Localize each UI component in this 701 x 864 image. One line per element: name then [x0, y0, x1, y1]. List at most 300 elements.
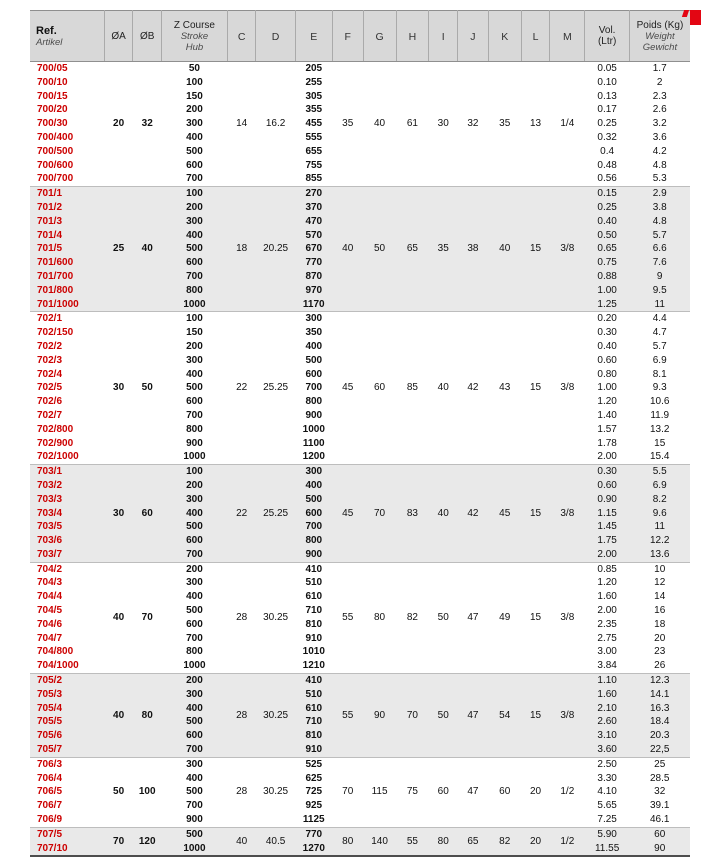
- g-cell: 50: [363, 187, 396, 312]
- g-cell: 40: [373, 118, 386, 130]
- stroke-cell: 300: [162, 688, 228, 702]
- stroke-cell: 150: [186, 90, 203, 102]
- h-cell: 83: [396, 465, 429, 563]
- oa-cell: 25: [104, 187, 133, 312]
- e-cell: 710: [305, 605, 323, 617]
- j-cell: 38: [458, 187, 489, 312]
- vol-cell: 1.10: [585, 674, 630, 688]
- ref-cell: 703/2: [30, 479, 104, 493]
- e-cell: 350: [305, 327, 323, 339]
- ob-cell: 32: [141, 118, 153, 130]
- vol-cell: 0.13: [597, 90, 617, 102]
- ref-cell: 702/5: [37, 382, 63, 394]
- weight-cell: 16: [654, 605, 666, 617]
- stroke-cell: 500: [186, 786, 203, 798]
- ref-cell: 705/3: [30, 688, 104, 702]
- vol-cell: 0.25: [585, 201, 630, 215]
- m-cell: 3/8: [550, 312, 585, 465]
- ref-cell: 701/4: [30, 229, 104, 243]
- e-cell: 255: [305, 76, 323, 88]
- col-header-vol: [585, 11, 630, 62]
- header-stroke-label: Z Course: [173, 19, 215, 31]
- header-vol-unit: (Ltr): [597, 36, 617, 47]
- weight-cell: 20: [654, 632, 666, 644]
- ref-cell: 700/15: [37, 90, 68, 102]
- vol-cell: 2.75: [597, 632, 617, 644]
- vol-cell: 1.75: [585, 534, 630, 548]
- stroke-cell: 700: [186, 173, 203, 185]
- weight-cell: 8.2: [629, 493, 690, 507]
- vol-cell: 1.20: [597, 396, 617, 408]
- e-cell: 510: [305, 577, 323, 589]
- stroke-cell: 500: [162, 242, 228, 256]
- ref-cell: 707/5: [30, 827, 104, 841]
- k-cell: 54: [488, 674, 521, 758]
- col-header-e: [295, 11, 332, 62]
- stroke-cell: 1000: [183, 451, 206, 463]
- stroke-cell: 100: [186, 76, 203, 88]
- j-cell: 47: [458, 562, 489, 673]
- header-row: [30, 11, 690, 62]
- table-row: [30, 674, 690, 688]
- ob-cell: 120: [133, 827, 162, 856]
- ref-cell: 701/1: [30, 187, 104, 201]
- k-cell: 49: [488, 562, 521, 673]
- header-vol-label: Vol.: [598, 25, 616, 36]
- header-j-label: J: [470, 31, 476, 43]
- weight-cell: 46.1: [649, 814, 670, 826]
- stroke-cell: 700: [186, 632, 203, 644]
- vol-cell: 1.00: [597, 382, 617, 394]
- header-g-label: G: [375, 31, 384, 43]
- vol-cell: 0.05: [597, 63, 617, 74]
- stroke-cell: 300: [186, 118, 203, 130]
- header-ref-sublabel: Artikel: [36, 36, 63, 48]
- e-cell: 510: [295, 688, 332, 702]
- weight-cell: 25: [629, 757, 690, 771]
- e-cell: 525: [295, 757, 332, 771]
- vol-cell: 0.30: [585, 465, 630, 479]
- l-cell: 15: [521, 465, 550, 563]
- ref-cell: 701/5: [30, 242, 104, 256]
- c-cell: 28: [227, 674, 256, 758]
- header-ob-label: ØB: [140, 30, 155, 42]
- m-cell: 1/4: [560, 118, 575, 130]
- h-cell: 55: [396, 827, 429, 856]
- f-cell: 70: [332, 757, 363, 827]
- weight-cell: 26: [654, 660, 666, 672]
- f-cell: 55: [332, 674, 363, 758]
- d-cell: 30.25: [256, 562, 295, 673]
- vol-cell: 0.20: [585, 312, 630, 326]
- e-cell: 455: [305, 118, 323, 130]
- stroke-cell: 800: [162, 284, 228, 298]
- ref-cell: 704/3: [37, 577, 63, 589]
- ref-cell: 700/10: [37, 76, 68, 88]
- ref-cell: 701/600: [30, 256, 104, 270]
- vol-cell: 1.78: [597, 437, 617, 449]
- e-cell: 610: [305, 591, 323, 603]
- weight-cell: 18: [654, 618, 666, 630]
- stroke-cell: 600: [186, 396, 203, 408]
- weight-cell: 9.5: [629, 284, 690, 298]
- col-header-k: [488, 11, 521, 62]
- c-cell: 40: [227, 827, 256, 856]
- e-cell: 1125: [302, 814, 325, 826]
- stroke-cell: 600: [186, 618, 203, 630]
- vol-cell: 0.30: [597, 327, 617, 339]
- l-cell: 15: [521, 562, 550, 673]
- col-header-g: [363, 11, 396, 62]
- table-row: [30, 312, 690, 326]
- col-header-stroke: [162, 11, 228, 62]
- weight-cell: 2.9: [629, 187, 690, 201]
- c-cell: 14: [236, 118, 248, 130]
- ref-cell: 701/1000: [30, 298, 104, 312]
- header-weight-sublabel-de: Gewicht: [642, 41, 678, 53]
- vol-cell: 5.65: [597, 800, 617, 812]
- header-d-label: D: [271, 31, 280, 43]
- e-cell: 870: [295, 270, 332, 284]
- vol-cell: 0.85: [585, 562, 630, 576]
- weight-cell: 13.2: [649, 423, 670, 435]
- oa-cell: 20: [113, 118, 125, 130]
- f-cell: 45: [332, 312, 363, 465]
- oa-cell: 30: [104, 465, 133, 563]
- ref-cell: 702/900: [37, 437, 74, 449]
- header-c-label: C: [237, 31, 246, 43]
- e-cell: 655: [305, 145, 323, 157]
- weight-cell: 20.3: [629, 729, 690, 743]
- weight-cell: 9: [629, 270, 690, 284]
- ref-cell: 701/800: [30, 284, 104, 298]
- weight-cell: 12.2: [629, 534, 690, 548]
- ref-cell: 704/2: [30, 562, 104, 576]
- e-cell: 710: [295, 715, 332, 729]
- d-cell: 30.25: [256, 757, 295, 827]
- m-cell: 3/8: [550, 562, 585, 673]
- stroke-cell: 300: [186, 354, 203, 366]
- red-corner-mark: [690, 10, 701, 25]
- header-weight-label: Poids (Kg): [636, 19, 684, 31]
- ref-cell: 702/7: [37, 409, 63, 421]
- vol-cell: 0.88: [585, 270, 630, 284]
- vol-cell: 7.25: [597, 814, 617, 826]
- e-cell: 400: [305, 340, 323, 352]
- col-header-l: [521, 11, 550, 62]
- weight-cell: 1.7: [652, 63, 667, 74]
- e-cell: 410: [295, 674, 332, 688]
- f-cell: 80: [332, 827, 363, 856]
- h-cell: 75: [396, 757, 429, 827]
- stroke-cell: 800: [186, 423, 203, 435]
- vol-cell: 0.48: [597, 159, 617, 171]
- header-i-label: I: [441, 31, 445, 43]
- col-header-c: [227, 11, 256, 62]
- ref-cell: 704/6: [37, 618, 63, 630]
- e-cell: 925: [305, 800, 323, 812]
- stroke-cell: 400: [186, 368, 203, 380]
- ref-cell: 700/05: [37, 63, 68, 74]
- ref-cell: 701/700: [30, 270, 104, 284]
- header-h-label: H: [408, 31, 417, 43]
- e-cell: 555: [305, 131, 323, 143]
- e-cell: 500: [305, 354, 323, 366]
- stroke-cell: 500: [186, 145, 203, 157]
- k-cell: 43: [488, 312, 521, 465]
- ref-cell: 701/3: [30, 215, 104, 229]
- h-cell: 82: [396, 562, 429, 673]
- i-cell: 40: [429, 312, 458, 465]
- vol-cell: 3.10: [585, 729, 630, 743]
- e-cell: 910: [295, 743, 332, 757]
- ob-cell: 60: [133, 465, 162, 563]
- oa-cell: 70: [104, 827, 133, 856]
- header-e-label: E: [310, 31, 318, 43]
- ref-cell: 704/800: [37, 646, 74, 658]
- k-cell: 35: [499, 118, 511, 130]
- vol-cell: 2.00: [597, 451, 617, 463]
- ref-cell: 700/600: [37, 159, 74, 171]
- stroke-cell: 100: [162, 465, 228, 479]
- table-row: [30, 562, 690, 576]
- l-cell: 15: [521, 187, 550, 312]
- vol-cell: 0.80: [597, 368, 617, 380]
- weight-cell: 12.3: [629, 674, 690, 688]
- stroke-cell: 500: [162, 715, 228, 729]
- f-cell: 45: [332, 465, 363, 563]
- h-cell: 65: [396, 187, 429, 312]
- stroke-cell: 400: [186, 131, 203, 143]
- stroke-cell: 700: [186, 800, 203, 812]
- ref-cell: 702/150: [37, 327, 74, 339]
- ob-cell: 50: [133, 312, 162, 465]
- weight-cell: 18.4: [629, 715, 690, 729]
- vol-cell: 0.50: [585, 229, 630, 243]
- vol-cell: 0.25: [597, 118, 617, 130]
- vol-cell: 3.84: [597, 660, 617, 672]
- weight-cell: 11.9: [650, 409, 670, 421]
- weight-cell: 3.2: [652, 118, 667, 130]
- vol-cell: 11.55: [585, 842, 630, 857]
- i-cell: 35: [429, 187, 458, 312]
- weight-cell: 9.3: [652, 382, 667, 394]
- d-cell: 40.5: [256, 827, 295, 856]
- weight-cell: 90: [629, 842, 690, 857]
- e-cell: 1010: [302, 646, 325, 658]
- d-cell: 16.2: [265, 118, 286, 130]
- weight-cell: 13.6: [629, 548, 690, 562]
- weight-cell: 4.8: [629, 215, 690, 229]
- k-cell: 45: [488, 465, 521, 563]
- i-cell: 60: [429, 757, 458, 827]
- weight-cell: 2: [656, 76, 663, 88]
- table-row: [30, 465, 690, 479]
- e-cell: 1170: [295, 298, 332, 312]
- header-f-label: F: [344, 31, 351, 43]
- vol-cell: 0.40: [585, 215, 630, 229]
- vol-cell: 0.90: [585, 493, 630, 507]
- m-cell: 3/8: [550, 674, 585, 758]
- g-cell: 80: [363, 562, 396, 673]
- ref-cell: 703/3: [30, 493, 104, 507]
- l-cell: 13: [529, 118, 542, 130]
- g-cell: 60: [363, 312, 396, 465]
- vol-cell: 0.32: [597, 131, 617, 143]
- stroke-cell: 300: [186, 577, 203, 589]
- e-cell: 500: [295, 493, 332, 507]
- stroke-cell: 300: [162, 215, 228, 229]
- stroke-cell: 400: [162, 229, 228, 243]
- weight-cell: 11: [629, 298, 690, 312]
- col-header-weight: [629, 11, 690, 62]
- c-cell: 28: [227, 757, 256, 827]
- weight-cell: 4.7: [652, 327, 667, 339]
- ref-cell: 703/1: [30, 465, 104, 479]
- f-cell: 55: [332, 562, 363, 673]
- ref-cell: 703/5: [30, 520, 104, 534]
- stroke-cell: 600: [162, 534, 228, 548]
- weight-cell: 8.1: [652, 368, 667, 380]
- col-header-oa: [104, 11, 133, 62]
- stroke-cell: 300: [162, 493, 228, 507]
- d-cell: 25.25: [256, 465, 295, 563]
- weight-cell: 3.6: [652, 131, 667, 143]
- f-cell: 40: [332, 187, 363, 312]
- stroke-cell: 100: [162, 312, 228, 326]
- g-cell: 115: [363, 757, 396, 827]
- vol-cell: 3.30: [597, 772, 617, 784]
- ref-cell: 703/6: [30, 534, 104, 548]
- stroke-cell: 600: [162, 729, 228, 743]
- weight-cell: 4.2: [652, 145, 667, 157]
- e-cell: 800: [295, 534, 332, 548]
- stroke-cell: 200: [186, 340, 203, 352]
- vol-cell: 1.60: [585, 688, 630, 702]
- ref-cell: 704/7: [37, 632, 63, 644]
- m-cell: 3/8: [550, 187, 585, 312]
- col-header-i: [429, 11, 458, 62]
- vol-cell: 1.00: [585, 284, 630, 298]
- stroke-cell: 700: [162, 270, 228, 284]
- ref-cell: 707/10: [30, 842, 104, 857]
- header-stroke-sublabel-en: Stroke: [180, 30, 209, 42]
- e-cell: 900: [295, 548, 332, 562]
- e-cell: 700: [295, 520, 332, 534]
- ref-cell: 702/3: [37, 354, 63, 366]
- stroke-cell: 200: [162, 562, 228, 576]
- e-cell: 400: [295, 479, 332, 493]
- ref-cell: 706/5: [37, 786, 63, 798]
- stroke-cell: 1000: [162, 842, 228, 857]
- e-cell: 725: [305, 786, 323, 798]
- e-cell: 600: [295, 507, 332, 521]
- e-cell: 1100: [302, 437, 325, 449]
- weight-cell: 2.3: [652, 90, 667, 102]
- stroke-cell: 800: [186, 646, 203, 658]
- stroke-cell: 300: [162, 757, 228, 771]
- l-cell: 15: [521, 674, 550, 758]
- weight-cell: 16.3: [629, 702, 690, 716]
- j-cell: 47: [458, 674, 489, 758]
- weight-cell: 3.8: [629, 201, 690, 215]
- e-cell: 600: [305, 368, 323, 380]
- stroke-cell: 500: [186, 605, 203, 617]
- h-cell: 85: [396, 312, 429, 465]
- header-k-label: K: [501, 31, 509, 43]
- ref-cell: 706/3: [30, 757, 104, 771]
- spec-table: [30, 10, 690, 857]
- weight-cell: 15: [654, 437, 666, 449]
- ref-cell: 705/7: [30, 743, 104, 757]
- oa-cell: 40: [104, 674, 133, 758]
- weight-cell: 7.6: [629, 256, 690, 270]
- ref-cell: 703/4: [30, 507, 104, 521]
- d-cell: 25.25: [256, 312, 295, 465]
- weight-cell: 6.9: [652, 354, 667, 366]
- e-cell: 570: [295, 229, 332, 243]
- l-cell: 20: [521, 827, 550, 856]
- e-cell: 305: [305, 90, 323, 102]
- j-cell: 47: [458, 757, 489, 827]
- ref-cell: 700/700: [37, 173, 74, 185]
- c-cell: 22: [227, 465, 256, 563]
- h-cell: 61: [406, 118, 418, 130]
- header-m-label: M: [562, 31, 572, 43]
- e-cell: 300: [295, 465, 332, 479]
- stroke-cell: 1000: [183, 660, 206, 672]
- d-cell: 30.25: [256, 674, 295, 758]
- ref-cell: 705/2: [30, 674, 104, 688]
- stroke-cell: 500: [186, 382, 203, 394]
- weight-cell: 22,5: [629, 743, 690, 757]
- stroke-cell: 150: [186, 327, 203, 339]
- ref-cell: 706/7: [37, 800, 63, 812]
- e-cell: 900: [305, 409, 323, 421]
- oa-cell: 50: [104, 757, 133, 827]
- stroke-cell: 100: [162, 187, 228, 201]
- stroke-cell: 200: [162, 201, 228, 215]
- e-cell: 1200: [302, 451, 325, 463]
- m-cell: 1/2: [550, 827, 585, 856]
- vol-cell: 2.00: [585, 548, 630, 562]
- col-header-ob: [133, 11, 162, 62]
- weight-cell: 28.5: [649, 772, 670, 784]
- vol-cell: 0.4: [600, 145, 615, 157]
- ref-cell: 700/20: [37, 104, 68, 116]
- ref-cell: 702/6: [37, 396, 63, 408]
- col-header-h: [396, 11, 429, 62]
- l-cell: 15: [521, 312, 550, 465]
- weight-cell: 39.1: [649, 800, 670, 812]
- e-cell: 800: [305, 396, 323, 408]
- weight-cell: 5.5: [629, 465, 690, 479]
- col-header-f: [332, 11, 363, 62]
- m-cell: 3/8: [550, 465, 585, 563]
- ref-cell: 703/7: [30, 548, 104, 562]
- e-cell: 755: [305, 159, 323, 171]
- weight-cell: 4.8: [652, 159, 667, 171]
- table-row: [30, 827, 690, 841]
- weight-cell: 5.3: [652, 173, 667, 185]
- header-weight-sublabel-en: Weight: [645, 30, 675, 42]
- ob-cell: 70: [133, 562, 162, 673]
- ref-cell: 706/9: [37, 814, 63, 826]
- stroke-cell: 400: [186, 591, 203, 603]
- j-cell: 42: [458, 465, 489, 563]
- e-cell: 270: [295, 187, 332, 201]
- ref-cell: 704/4: [37, 591, 63, 603]
